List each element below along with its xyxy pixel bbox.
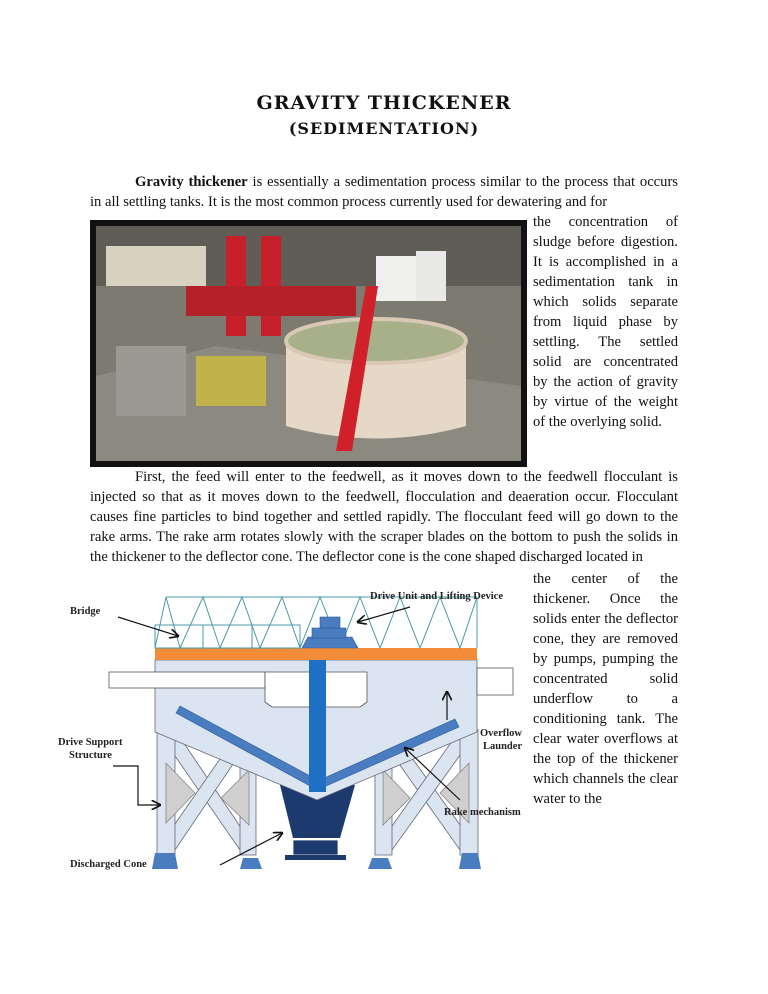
- page-subtitle: (SEDIMENTATION): [288, 119, 480, 138]
- paragraph-1-text: is essentially a sedimentation process similar to the process that occurs in all settling tanks. It is the most common process currently used for dewatering and for: [90, 174, 678, 210]
- label-overflow: Overflow: [480, 728, 522, 739]
- overflow-launder: [477, 668, 513, 695]
- label-drive-support: Drive Support: [58, 737, 123, 748]
- feed-inlet: [109, 672, 265, 688]
- bridge-deck: [155, 648, 477, 660]
- thickener-diagram: [50, 580, 540, 880]
- paragraph-1-column: the concentration of sludge before digestion. It is accomplished in a sedimentation tank in which solids separate from liquid phase by settling. The settled solid are concentrated by the action of gravity by virtue of the weight of the overlying solid.: [533, 214, 678, 430]
- label-rake: Rake mechanism: [444, 807, 521, 818]
- page-title: GRAVITY THICKENER: [256, 92, 512, 114]
- label-discharged-cone: Discharged Cone: [70, 859, 147, 870]
- paragraph-2: First, the feed will enter to the feedwell, as it moves down to the feedwell flocculant is injected so that as it moves down to the feedwell, flocculation and deaeration occur. Flocculant causes fine particles to bind together and settled rapidly. The flocculant feed will go down to the rake arms. The rake arm rotates slowly with the scraper blades on the bottom to push the solids in the thickener to the deflector cone. The deflector cone is the cone shaped discharged located in: [90, 469, 678, 565]
- paragraph-2-column: the center of the thickener. Once the solids enter the deflector cone, they are removed by pumps, pumping the concentrated solid underflow to a conditioning tank. The clear water overflows at the top of the thickener which channels the clear water to the: [533, 571, 678, 807]
- term-gravity-thickener: Gravity thickener: [135, 174, 248, 190]
- paragraph-1: [90, 172, 678, 212]
- label-launder: Launder: [483, 741, 523, 752]
- drive-shaft: [309, 660, 326, 792]
- label-bridge: Bridge: [70, 606, 101, 617]
- label-drive-support-2: Structure: [69, 750, 112, 761]
- label-drive-unit: Drive Unit and Lifting Device: [370, 591, 503, 602]
- thickener-photo: [90, 220, 527, 467]
